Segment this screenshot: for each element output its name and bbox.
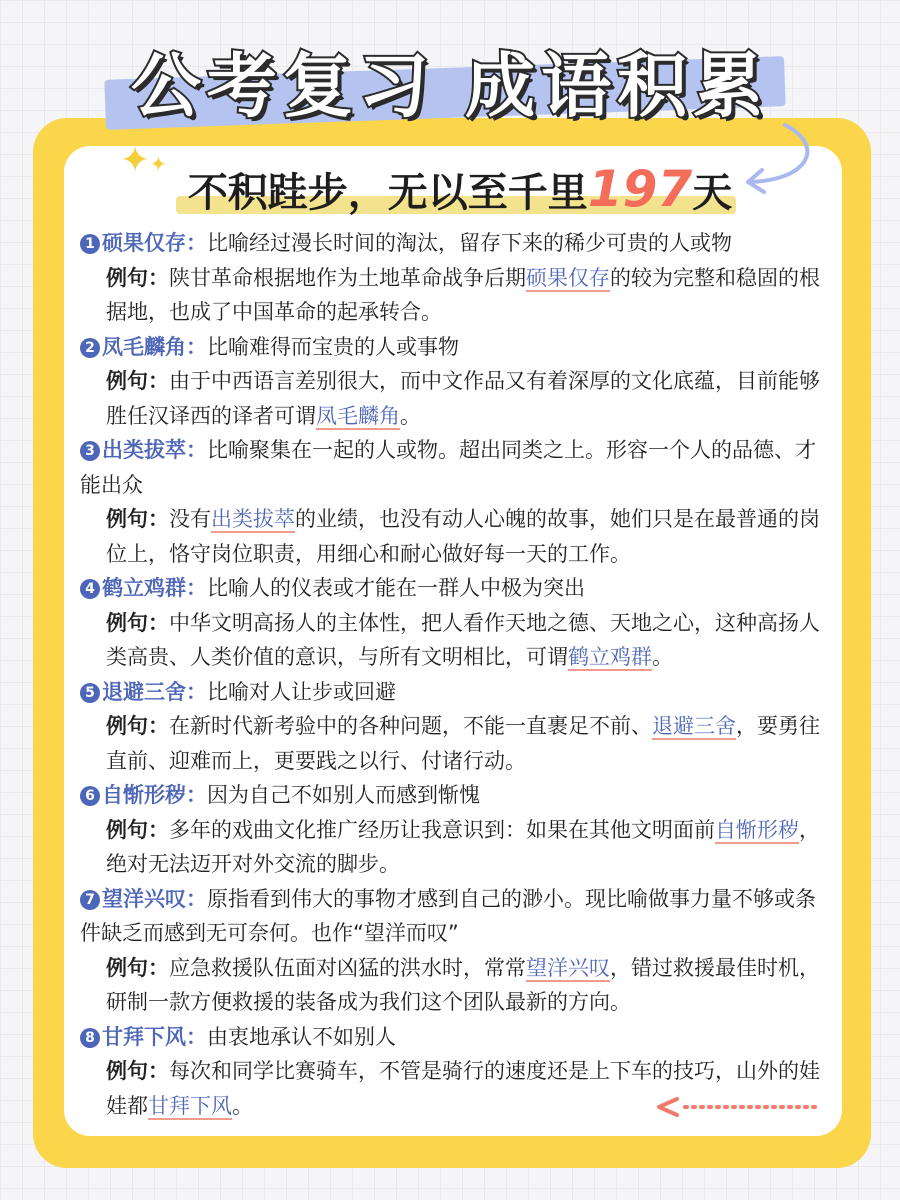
example-text: 每次和同学比赛骑车，不管是骑行的速度还是上下车的技巧，山外的娃娃都 [106, 1059, 820, 1118]
example-text-after: 的较为完整和稳固的根据地，也成了中国革命的起承转合。 [106, 265, 820, 324]
idiom-term: 鹤立鸡群： [102, 576, 207, 600]
example-highlight: 自惭形秽 [715, 817, 799, 842]
example-highlight: 凤毛麟角 [316, 403, 400, 428]
page-title: 公考复习 成语积累 [130, 45, 770, 127]
definition-line [80, 433, 820, 502]
number-badge: 6 [80, 786, 100, 806]
idiom-definition: 比喻人的仪表或才能在一群人中极为突出 [207, 576, 585, 600]
idiom-list [80, 226, 820, 1123]
number-badge: 7 [80, 890, 100, 910]
example-text: 应急救援队伍面对凶猛的洪水时，常常 [169, 955, 526, 980]
sparkle-icon: ✦ [120, 140, 151, 181]
subtitle-text: 不积跬步，无以至千里 [187, 170, 588, 216]
example-text-after: 。 [652, 645, 673, 669]
idiom-term: 硕果仅存： [102, 231, 207, 255]
example-line [80, 951, 820, 1020]
example-text-after: ，错过救援最佳时机，研制一款方便救援的装备成为我们这个团队最新的方向。 [106, 955, 820, 1014]
number-badge: 8 [80, 1028, 100, 1048]
example-highlight: 望洋兴叹 [526, 955, 610, 980]
example-highlight: 退避三舍 [652, 714, 736, 738]
example-text-after: 。 [232, 1093, 253, 1118]
idiom-term: 出类拔萃： [102, 438, 207, 462]
definition-line [80, 330, 820, 365]
sparkle-small-icon: ✦ [150, 152, 167, 176]
definition-line [80, 571, 820, 606]
idiom-definition: 比喻经过漫长时间的淘汰，留存下来的稀少可贵的人或物 [207, 231, 732, 255]
idiom-definition: 原指看到伟大的事物才感到自己的渺小。现比喻做事力量不够或条件缺乏而感到无可奈何。也作“望洋而叹” [80, 886, 816, 945]
example-text: 没有 [169, 507, 211, 531]
example-label: 例句： [106, 610, 169, 635]
example-label: 例句： [106, 817, 169, 842]
example-line [80, 606, 820, 675]
idiom-definition: 比喻难得而宝贵的人或事物 [207, 334, 459, 359]
idiom-entry [80, 226, 820, 330]
example-label: 例句： [106, 507, 169, 531]
idiom-term: 自惭形秽： [102, 783, 207, 807]
idiom-entry [80, 330, 820, 434]
idiom-entry [80, 571, 820, 675]
example-highlight: 鹤立鸡群 [568, 645, 652, 669]
idiom-entry [80, 882, 820, 1020]
number-badge: 5 [80, 683, 100, 703]
number-badge: 2 [80, 338, 100, 358]
idiom-term: 凤毛麟角： [102, 334, 207, 359]
example-label: 例句： [106, 369, 169, 393]
example-highlight: 甘拜下风 [148, 1093, 232, 1118]
subtitle [160, 160, 760, 218]
definition-line [80, 778, 820, 813]
example-line [80, 813, 820, 882]
example-text-after: 。 [400, 403, 421, 428]
example-label: 例句： [106, 1059, 169, 1083]
subtitle-suffix: 天 [692, 170, 733, 216]
number-badge: 1 [80, 234, 100, 254]
idiom-term: 甘拜下风： [102, 1024, 207, 1049]
example-line [80, 709, 820, 778]
definition-line [80, 675, 820, 710]
idiom-entry [80, 675, 820, 779]
example-line [80, 261, 820, 330]
definition-line [80, 882, 820, 951]
example-label: 例句： [106, 714, 169, 738]
example-label: 例句： [106, 265, 169, 290]
example-label: 例句： [106, 955, 169, 980]
example-text: 中华文明高扬人的主体性，把人看作天地之德、天地之心，这种高扬人类高贵、人类价值的意识，与所有文明相比，可谓 [106, 610, 820, 669]
number-badge: 3 [80, 441, 100, 461]
idiom-definition: 比喻对人让步或回避 [207, 679, 396, 704]
idiom-definition: 因为自己不如别人而感到惭愧 [207, 783, 480, 807]
example-text-after: 的业绩，也没有动人心魄的故事，她们只是在最普通的岗位上，恪守岗位职责，用细心和耐心做好每一天的工作。 [106, 507, 820, 566]
title-area [0, 22, 900, 132]
idiom-term: 望洋兴叹： [102, 886, 207, 911]
day-count: 197 [587, 160, 693, 218]
idiom-entry [80, 778, 820, 882]
example-text: 由于中西语言差别很大，而中文作品又有着深厚的文化底蕴，目前能够胜任汉译西的译者可谓 [106, 369, 820, 428]
idiom-definition: 比喻聚集在一起的人或物。超出同类之上。形容一个人的品德、才能出众 [80, 438, 816, 497]
dotted-arrow-icon [655, 1097, 820, 1117]
example-text: 在新时代新考验中的各种问题，不能一直裹足不前、 [169, 714, 652, 738]
example-highlight: 出类拔萃 [211, 507, 295, 531]
example-text: 陕甘革命根据地作为土地革命战争后期 [169, 265, 526, 290]
example-text-after: ，绝对无法迈开对外交流的脚步。 [106, 817, 820, 876]
example-line [80, 502, 820, 571]
idiom-term: 退避三舍： [102, 679, 207, 704]
number-badge: 4 [80, 579, 100, 599]
example-highlight: 硕果仅存 [526, 265, 610, 290]
definition-line [80, 1020, 820, 1055]
idiom-entry [80, 433, 820, 571]
example-text-after: ，要勇往直前、迎难而上，更要践之以行、付诸行动。 [106, 714, 820, 773]
example-text: 多年的戏曲文化推广经历让我意识到：如果在其他文明面前 [169, 817, 715, 842]
definition-line [80, 226, 820, 261]
idiom-definition: 由衷地承认不如别人 [207, 1024, 396, 1049]
example-line [80, 364, 820, 433]
